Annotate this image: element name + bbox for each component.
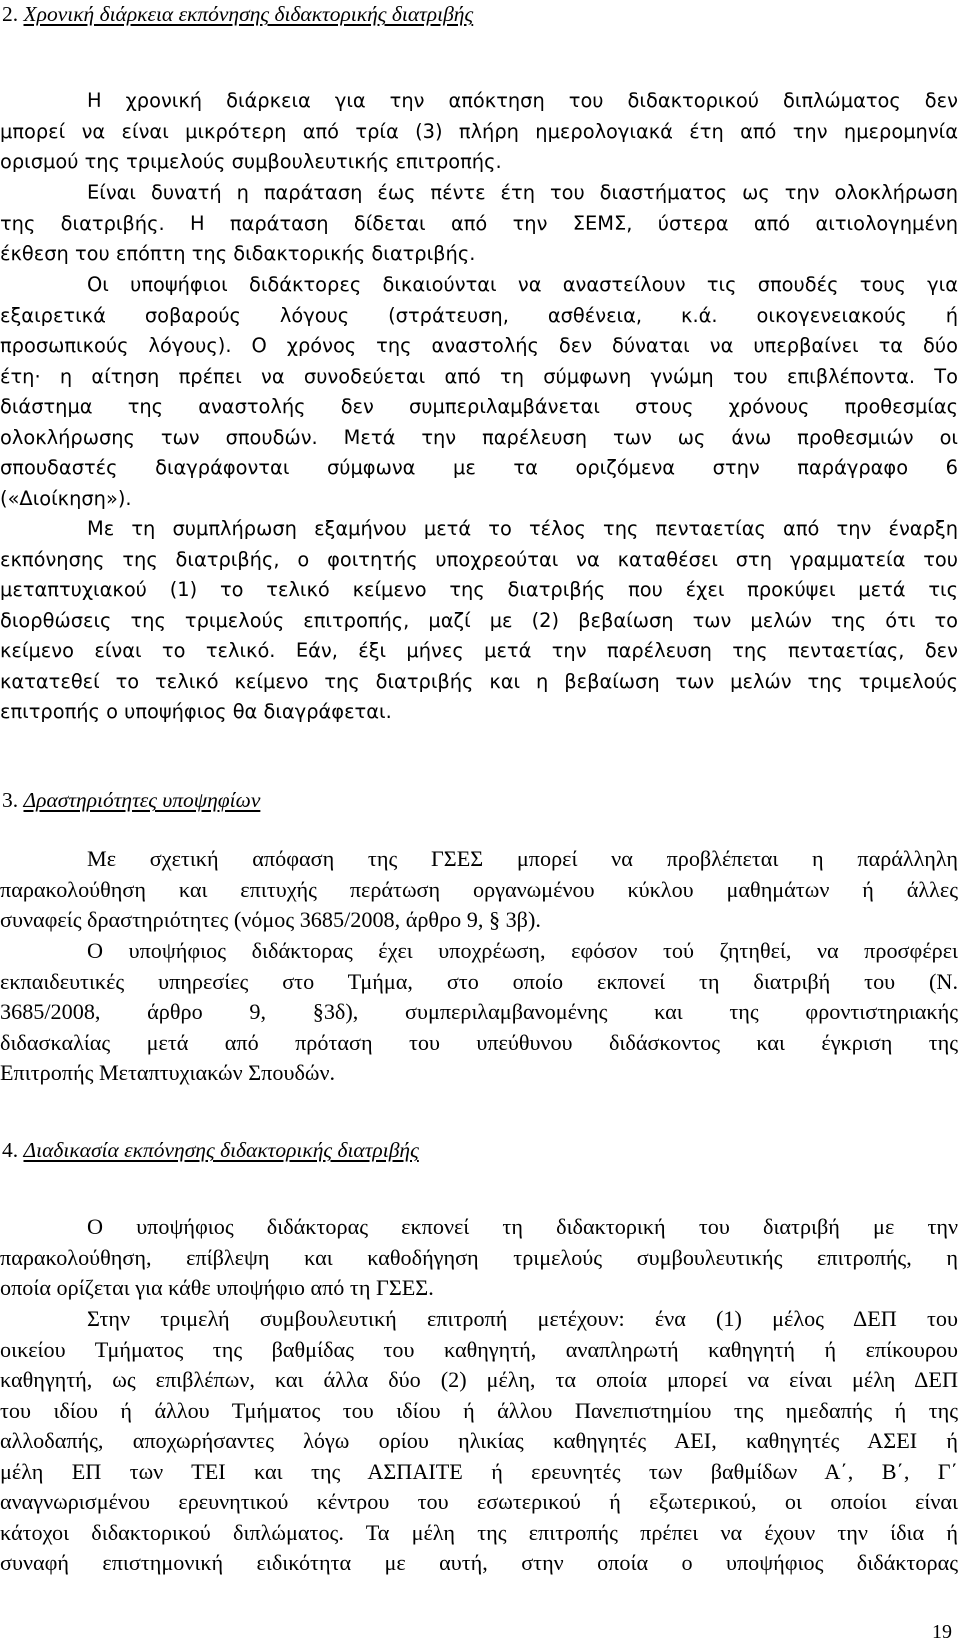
text-line: διορθώσεις της τριμελούς επιτροπής, μαζί με (2) βεβαίωση των μελών της ότι το bbox=[0, 608, 958, 632]
text-line: εκπόνησης της διατριβής, ο φοιτητής υποχρεούται να καταθέσει στη γραμματεία του bbox=[0, 547, 958, 571]
section-3-title: Δραστηριότητες υποψηφίων bbox=[23, 788, 261, 812]
section-4-paragraph-2 bbox=[0, 1304, 958, 1579]
text-line: του ιδίου ή άλλου Τμήματος του ιδίου ή άλλου Πανεπιστημίου της ημεδαπής ή της bbox=[0, 1397, 958, 1423]
text-line: σπουδαστές διαγράφονται σύμφωνα με τα οριζόμενα στην παράγραφο 6 bbox=[0, 456, 958, 479]
text-line: Επιτροπής Μεταπτυχιακών Σπουδών. bbox=[0, 1060, 336, 1085]
section-4-heading bbox=[2, 1136, 419, 1164]
section-2-number: 2. bbox=[2, 2, 19, 26]
page-number: 19 bbox=[932, 1621, 952, 1643]
text-line: ολοκλήρωσης των σπουδών. Μετά την παρέλευση των ως άνω προθεσμιών οι bbox=[0, 425, 958, 449]
text-line: Με τη συμπλήρωση εξαμήνου μετά το τέλος της πενταετίας από την έναρξη bbox=[87, 517, 958, 540]
section-3-number: 3. bbox=[2, 788, 19, 812]
text-line: κείμενο είναι το τελικό. Εάν, έξι μήνες μετά την παρέλευση της πενταετίας, δεν bbox=[0, 639, 958, 662]
text-line: παρακολούθηση και επιτυχής περάτωση οργανωμένου κύκλου μαθημάτων ή άλλες bbox=[0, 876, 958, 902]
text-line: έκθεση του επόπτη της διδακτορικής διατριβής. bbox=[0, 242, 476, 265]
text-line: της διατριβής. Η παράταση δίδεται από την ΣΕΜΣ, ύστερα από αιτιολογημένη bbox=[0, 211, 958, 235]
text-line: διάστημα της αναστολής δεν συμπεριλαμβάνεται στους χρόνους προθεσμίας bbox=[0, 395, 958, 418]
text-line: εξαιρετικά σοβαρούς λόγους (στράτευση, ασθένεια, κ.ά. οικογενειακούς ή bbox=[0, 303, 958, 327]
section-4-title: Διαδικασία εκπόνησης διδακτορικής διατριβής bbox=[23, 1138, 419, 1162]
text-line: οικείου Τμήματος της βαθμίδας του καθηγητή, αναπληρωτή καθηγητή ή επίκουρου bbox=[0, 1336, 958, 1362]
text-line: μεταπτυχιακού (1) το τελικό κείμενο της διατριβής που έχει προκύψει μετά τις bbox=[0, 578, 958, 601]
section-2-paragraph-2 bbox=[0, 178, 958, 270]
text-line: Στην τριμελή συμβουλευτική επιτροπή μετέχουν: ένα (1) μέλος ΔΕΠ του bbox=[87, 1306, 958, 1331]
section-2-title: Χρονική διάρκεια εκπόνησης διδακτορικής διατριβής bbox=[23, 2, 474, 26]
text-line: καθηγητή, ως επιβλέπων, και άλλα δύο (2) μέλη, τα οποία μπορεί να είναι μέλη ΔΕΠ bbox=[0, 1367, 958, 1392]
text-line: Ο υποψήφιος διδάκτορας εκπονεί τη διδακτορική του διατριβή με την bbox=[87, 1214, 958, 1239]
text-line: παρακολούθηση, επίβλεψη και καθοδήγηση τριμελούς συμβουλευτικής επιτροπής, η bbox=[0, 1244, 958, 1270]
text-line: ορισμού της τριμελούς συμβουλευτικής επιτροπής. bbox=[0, 150, 502, 173]
section-2-paragraph-1 bbox=[0, 86, 958, 178]
text-line: κάτοχοι διδακτορικού διπλώματος. Τα μέλη της επιτροπής πρέπει να έχουν την ίδια ή bbox=[0, 1519, 958, 1545]
section-3-paragraph-2 bbox=[0, 936, 958, 1089]
text-line: συναφή επιστημονική ειδικότητα με αυτή, στην οποία ο υποψήφιος διδάκτορας bbox=[0, 1550, 958, 1575]
text-line: επιτροπής ο υποψήφιος θα διαγράφεται. bbox=[0, 700, 392, 723]
text-line: Είναι δυνατή η παράταση έως πέντε έτη του διαστήματος ως την ολοκλήρωση bbox=[87, 181, 958, 204]
text-line: έτη· η αίτηση πρέπει να συνοδεύεται από τη σύμφωνη γνώμη του επιβλέποντα. Το bbox=[0, 364, 958, 388]
section-2-paragraph-3 bbox=[0, 270, 958, 514]
text-line: 3685/2008, άρθρο 9, §3δ), συμπεριλαμβανομένης και της φροντιστηριακής bbox=[0, 999, 958, 1024]
text-line: αναγνωρισμένου ερευνητικού κέντρου του εσωτερικού ή εξωτερικού, οι οποίοι είναι bbox=[0, 1489, 958, 1514]
text-line: προσωπικούς λόγους). Ο χρόνος της αναστολής δεν δύναται να υπερβαίνει τα δύο bbox=[0, 334, 958, 357]
text-line: κατατεθεί το τελικό κείμενο της διατριβής και η βεβαίωση των μελών της τριμελούς bbox=[0, 669, 958, 693]
section-2-heading bbox=[2, 0, 473, 28]
text-line: («Διοίκηση»). bbox=[0, 486, 132, 510]
section-4-paragraph-1 bbox=[0, 1212, 958, 1304]
text-line: Ο υποψήφιος διδάκτορας έχει υποχρέωση, εφόσον τού ζητηθεί, να προσφέρει bbox=[87, 938, 958, 963]
text-line: οποία ορίζεται για κάθε υποψήφιο από τη ΓΣΕΣ. bbox=[0, 1275, 434, 1300]
text-line: εκπαιδευτικές υπηρεσίες στο Τμήμα, στο οποίο εκπονεί τη διατριβή του (Ν. bbox=[0, 968, 958, 994]
text-line: Οι υποψήφιοι διδάκτορες δικαιούνται να αναστείλουν τις σπουδές τους για bbox=[87, 273, 958, 296]
text-line: Η χρονική διάρκεια για την απόκτηση του διδακτορικού διπλώματος δεν bbox=[87, 89, 958, 112]
section-3-heading bbox=[2, 786, 260, 814]
text-line: συναφείς δραστηριότητες (νόμος 3685/2008, άρθρο 9, § 3β). bbox=[0, 907, 541, 932]
section-2-paragraph-4 bbox=[0, 514, 958, 728]
text-line: μέλη ΕΠ των ΤΕΙ και της ΑΣΠΑΙΤΕ ή ερευνητές των βαθμίδων Α΄, Β΄, Γ΄ bbox=[0, 1458, 958, 1484]
text-line: αλλοδαπής, αποχωρήσαντες λόγω ορίου ηλικίας καθηγητές ΑΕΙ, καθηγητές ΑΣΕΙ ή bbox=[0, 1428, 958, 1453]
section-3-paragraph-1 bbox=[0, 844, 958, 936]
text-line: Με σχετική απόφαση της ΓΣΕΣ μπορεί να προβλέπεται η παράλληλη bbox=[87, 846, 958, 871]
section-4-number: 4. bbox=[2, 1138, 19, 1162]
text-line: μπορεί να είναι μικρότερη από τρία (3) πλήρη ημερολογιακά έτη από την ημερομηνία bbox=[0, 119, 958, 143]
text-line: διδασκαλίας μετά από πρόταση του υπεύθυνου διδάσκοντος και έγκριση της bbox=[0, 1029, 958, 1055]
